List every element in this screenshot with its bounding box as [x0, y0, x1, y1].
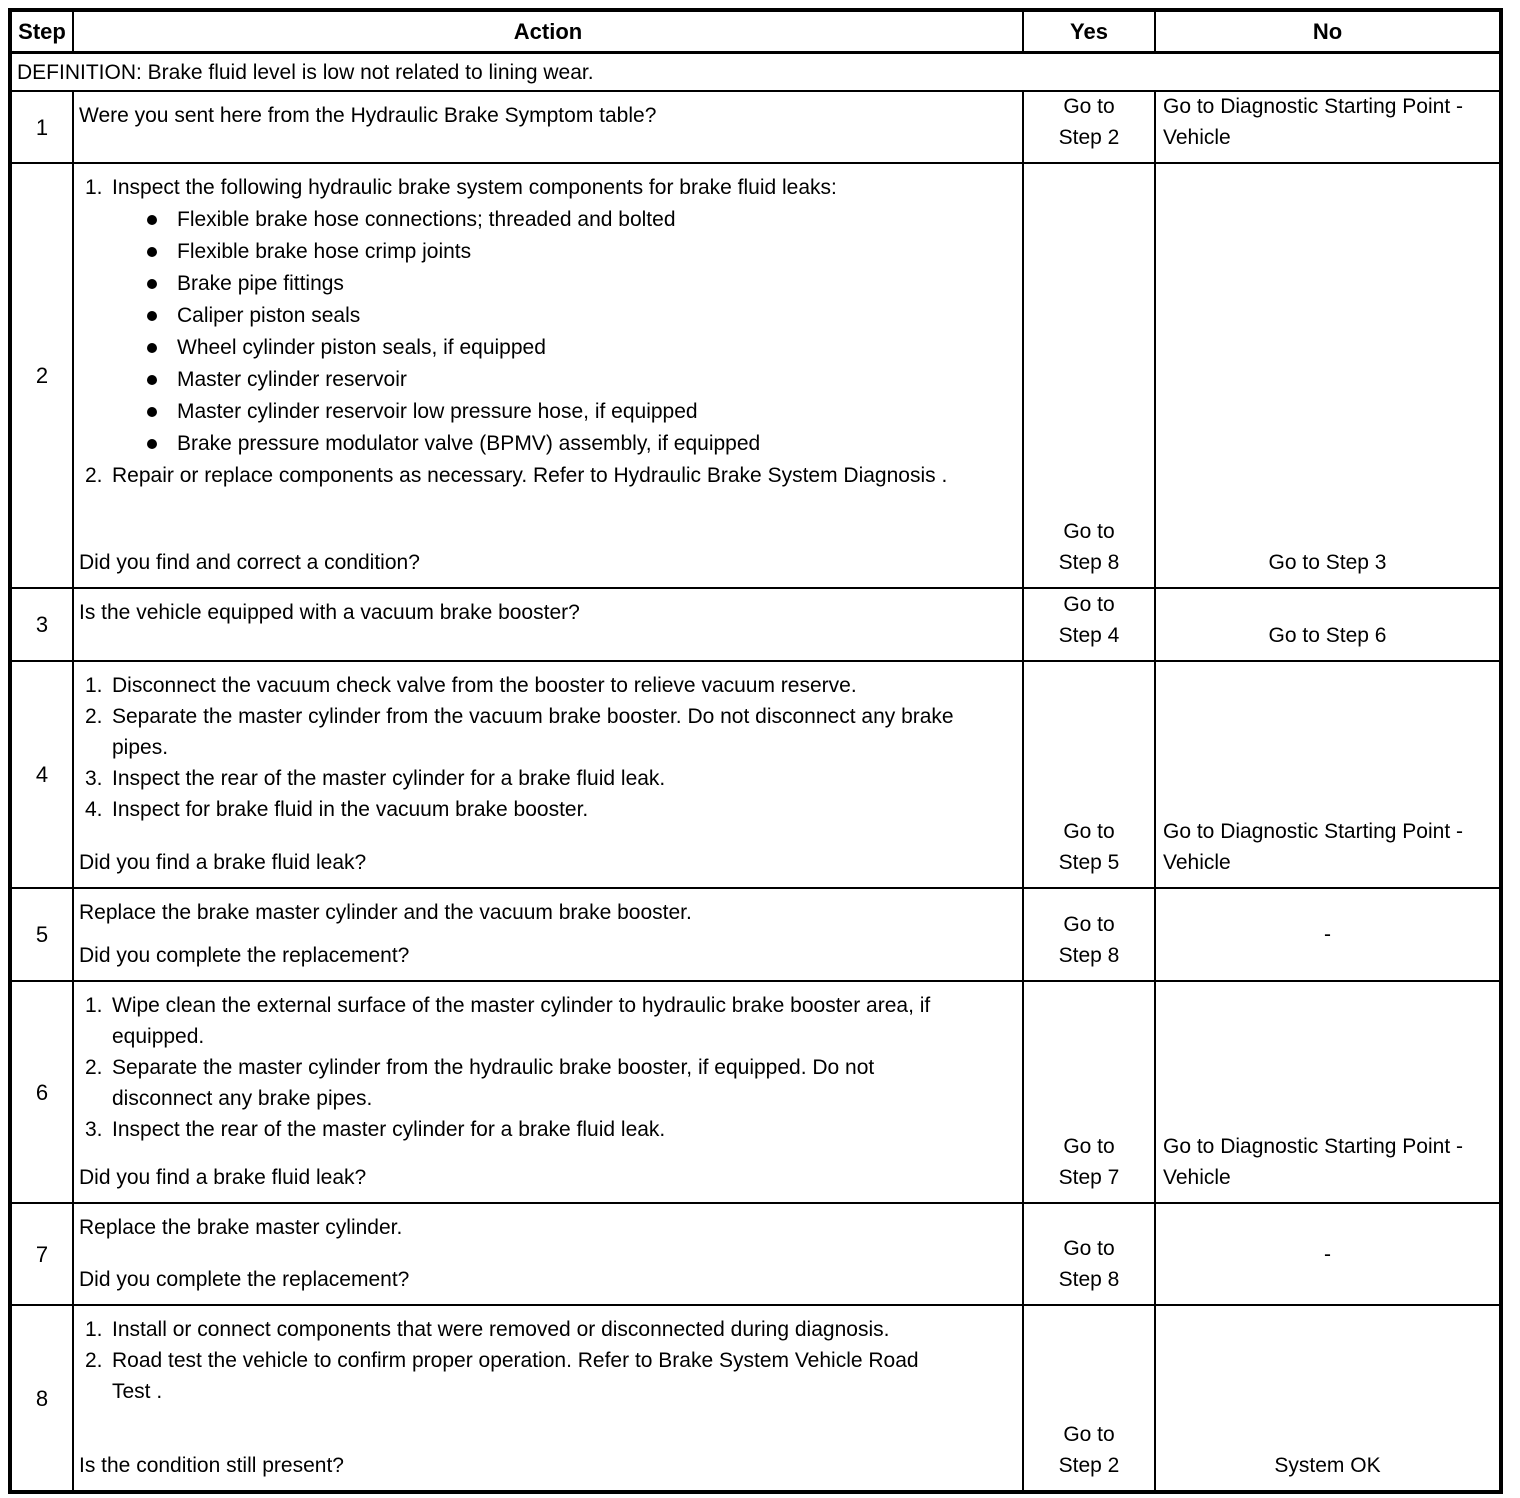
- step-number-3: 3: [12, 589, 74, 662]
- list-item-text: Repair or replace components as necessary. Refer to Hydraulic Brake System Diagnosis .: [112, 464, 948, 487]
- bullet-icon: [147, 428, 177, 459]
- bullet-item: [112, 428, 957, 459]
- yes-cell-1: [1024, 92, 1156, 164]
- action-question: Is the condition still present?: [79, 1454, 344, 1477]
- bullet-item: [112, 364, 957, 395]
- list-number: 4.: [85, 798, 103, 821]
- action-cell-7: [74, 1204, 1024, 1306]
- action-list-item: [79, 794, 971, 825]
- yes-step-line: Step 7: [1058, 1166, 1120, 1189]
- no-text: System OK: [1274, 1454, 1381, 1477]
- action-list-item: [79, 1114, 971, 1145]
- list-item-text: Inspect the rear of the master cylinder for a brake fluid leak.: [112, 1118, 666, 1141]
- yes-step-line: Step 4: [1058, 624, 1120, 647]
- bullet-icon: [147, 364, 177, 395]
- bullet-icon: [147, 300, 177, 331]
- bullet-text: Wheel cylinder piston seals, if equipped: [177, 336, 546, 359]
- yes-goto-line: Go to: [1063, 1423, 1115, 1446]
- action-question: Is the vehicle equipped with a vacuum brake booster?: [79, 601, 580, 624]
- action-list-item: [79, 701, 971, 763]
- action-step-list: [79, 990, 971, 1145]
- action-question: Were you sent here from the Hydraulic Brake Symptom table?: [79, 104, 657, 127]
- action-question: Did you complete the replacement?: [79, 1268, 410, 1291]
- bullet-icon: [147, 268, 177, 299]
- action-list-item: [79, 990, 971, 1052]
- bullet-text: Master cylinder reservoir: [177, 368, 407, 391]
- list-item-text: Disconnect the vacuum check valve from the booster to relieve vacuum reserve.: [112, 674, 857, 697]
- list-item-text: Inspect the following hydraulic brake system components for brake fluid leaks:: [112, 176, 837, 199]
- no-cell-3: [1156, 589, 1499, 662]
- list-number: 2.: [85, 1056, 103, 1079]
- no-cell-4: [1156, 662, 1499, 889]
- action-question: Did you find and correct a condition?: [79, 551, 420, 574]
- bullet-item: [112, 236, 957, 267]
- action-list-item: [79, 1345, 971, 1407]
- yes-goto-line: Go to: [1063, 593, 1115, 616]
- list-number: 1.: [85, 674, 103, 697]
- bullet-text: Flexible brake hose crimp joints: [177, 240, 472, 263]
- list-item-text: Inspect the rear of the master cylinder for a brake fluid leak.: [112, 767, 666, 790]
- no-text: Go to Diagnostic Starting Point - Vehicle: [1163, 1135, 1463, 1189]
- yes-step-line: Step 8: [1058, 551, 1120, 574]
- list-number: 1.: [85, 994, 103, 1017]
- action-statement: Replace the brake master cylinder and the vacuum brake booster.: [79, 901, 692, 924]
- action-list-item: [79, 172, 971, 460]
- action-cell-3: [74, 589, 1024, 662]
- bullet-item: [112, 396, 957, 427]
- list-item-text: Inspect for brake fluid in the vacuum brake booster.: [112, 798, 589, 821]
- action-list-item: [79, 670, 971, 701]
- step-number-4: 4: [12, 662, 74, 889]
- list-item-text: Install or connect components that were removed or disconnected during diagnosis.: [112, 1318, 890, 1341]
- yes-goto-line: Go to: [1063, 520, 1115, 543]
- yes-cell-2: [1024, 164, 1156, 589]
- step-number-6: 6: [12, 982, 74, 1204]
- list-item-text: Separate the master cylinder from the vacuum brake booster. Do not disconnect any brake pipes.: [112, 705, 954, 759]
- bullet-icon: [147, 332, 177, 363]
- action-step-list: [79, 172, 971, 491]
- no-cell-7: [1156, 1204, 1499, 1306]
- bullet-icon: [147, 236, 177, 267]
- yes-cell-4: [1024, 662, 1156, 889]
- list-item-text: Road test the vehicle to confirm proper operation. Refer to Brake System Vehicle Road Test .: [112, 1349, 919, 1403]
- action-list-item: [79, 1314, 971, 1345]
- action-question: Did you find a brake fluid leak?: [79, 851, 367, 874]
- action-question: Did you complete the replacement?: [79, 944, 410, 967]
- bullet-item: [112, 204, 957, 235]
- list-number: 3.: [85, 767, 103, 790]
- list-number: 1.: [85, 176, 103, 199]
- action-cell-1: [74, 92, 1024, 164]
- no-cell-2: [1156, 164, 1499, 589]
- action-question: Did you find a brake fluid leak?: [79, 1166, 367, 1189]
- action-step-list: [79, 670, 971, 825]
- no-text: Go to Step 6: [1268, 624, 1387, 647]
- action-cell-6: [74, 982, 1024, 1204]
- action-cell-2: [74, 164, 1024, 589]
- yes-step-line: Step 8: [1058, 1268, 1120, 1291]
- column-header-action: Action: [74, 12, 1024, 54]
- yes-goto-line: Go to: [1063, 913, 1115, 936]
- no-cell-1: [1156, 92, 1499, 164]
- action-step-list: [79, 1314, 971, 1407]
- step-number-5: 5: [12, 889, 74, 982]
- no-cell-6: [1156, 982, 1499, 1204]
- yes-goto-line: Go to: [1063, 1237, 1115, 1260]
- yes-goto-line: Go to: [1063, 820, 1115, 843]
- action-list-item: [79, 460, 971, 491]
- action-list-item: [79, 1052, 971, 1114]
- yes-cell-8: [1024, 1306, 1156, 1490]
- action-statement: Replace the brake master cylinder.: [79, 1216, 403, 1239]
- action-list-item: [79, 763, 971, 794]
- action-cell-8: [74, 1306, 1024, 1490]
- yes-cell-5: [1024, 889, 1156, 982]
- diagnostic-table: [8, 8, 1503, 1494]
- list-item-text: Wipe clean the external surface of the master cylinder to hydraulic brake booster area, if equipped.: [112, 994, 931, 1048]
- list-item-text: Separate the master cylinder from the hydraulic brake booster, if equipped. Do not disconnect any brake pipes.: [112, 1056, 875, 1110]
- yes-step-line: Step 5: [1058, 851, 1120, 874]
- yes-step-line: Step 2: [1058, 1454, 1120, 1477]
- column-header-no: No: [1156, 12, 1499, 54]
- yes-step-line: Step 2: [1058, 126, 1120, 149]
- step-number-2: 2: [12, 164, 74, 589]
- no-cell-5: [1156, 889, 1499, 982]
- bullet-text: Flexible brake hose connections; threaded and bolted: [177, 208, 676, 231]
- yes-step-line: Step 8: [1058, 944, 1120, 967]
- bullet-text: Brake pressure modulator valve (BPMV) assembly, if equipped: [177, 432, 761, 455]
- step-number-7: 7: [12, 1204, 74, 1306]
- list-number: 1.: [85, 1318, 103, 1341]
- definition-row: DEFINITION: Brake fluid level is low not related to lining wear.: [12, 54, 1499, 92]
- yes-cell-6: [1024, 982, 1156, 1204]
- action-cell-4: [74, 662, 1024, 889]
- yes-goto-line: Go to: [1063, 95, 1115, 118]
- no-text: Go to Step 3: [1268, 551, 1387, 574]
- bullet-icon: [147, 204, 177, 235]
- bullet-text: Brake pipe fittings: [177, 272, 344, 295]
- no-text: Go to Diagnostic Starting Point - Vehicle: [1163, 820, 1463, 874]
- yes-cell-3: [1024, 589, 1156, 662]
- bullet-item: [112, 332, 957, 363]
- no-text: -: [1324, 1242, 1331, 1266]
- no-cell-8: [1156, 1306, 1499, 1490]
- bullet-item: [112, 300, 957, 331]
- bullet-icon: [147, 396, 177, 427]
- column-header-step: Step: [12, 12, 74, 54]
- yes-cell-7: [1024, 1204, 1156, 1306]
- column-header-yes: Yes: [1024, 12, 1156, 54]
- no-text: Go to Diagnostic Starting Point - Vehicle: [1163, 95, 1463, 149]
- action-cell-5: [74, 889, 1024, 982]
- bullet-item: [112, 268, 957, 299]
- list-number: 3.: [85, 1118, 103, 1141]
- bullet-list: [112, 204, 957, 459]
- list-number: 2.: [85, 464, 103, 487]
- step-number-1: 1: [12, 92, 74, 164]
- bullet-text: Caliper piston seals: [177, 304, 361, 327]
- list-number: 2.: [85, 705, 103, 728]
- list-number: 2.: [85, 1349, 103, 1372]
- no-text: -: [1324, 923, 1331, 946]
- yes-goto-line: Go to: [1063, 1135, 1115, 1158]
- bullet-text: Master cylinder reservoir low pressure hose, if equipped: [177, 400, 698, 423]
- step-number-8: 8: [12, 1306, 74, 1490]
